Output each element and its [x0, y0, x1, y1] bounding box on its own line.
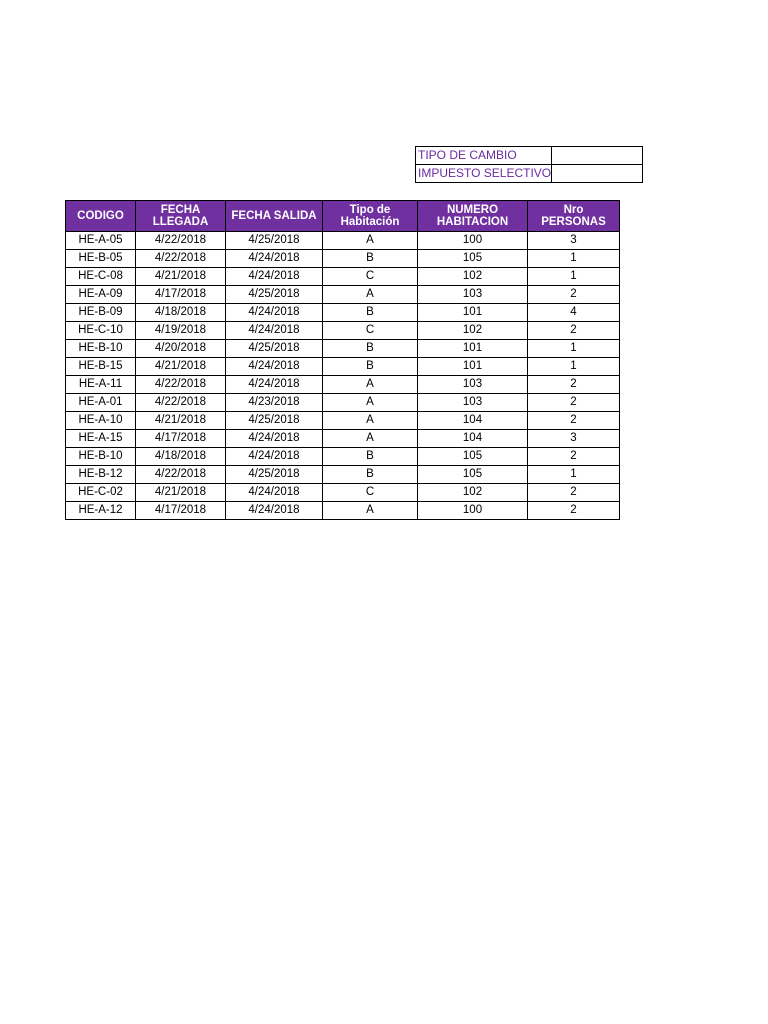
codigo-cell[interactable]: HE-B-10: [66, 340, 136, 358]
column-header-tipo-habitacion[interactable]: Tipo de Habitación: [323, 201, 418, 232]
numero-habitacion-cell[interactable]: 101: [418, 358, 528, 376]
nro-personas-cell[interactable]: 2: [528, 448, 620, 466]
fecha-salida-cell[interactable]: 4/24/2018: [226, 358, 323, 376]
fecha-llegada-cell[interactable]: 4/22/2018: [136, 250, 226, 268]
fecha-salida-cell[interactable]: 4/25/2018: [226, 412, 323, 430]
table-row: [66, 340, 620, 358]
table-row: [66, 466, 620, 484]
codigo-cell[interactable]: HE-A-01: [66, 394, 136, 412]
numero-habitacion-cell[interactable]: 102: [418, 322, 528, 340]
codigo-cell[interactable]: HE-B-09: [66, 304, 136, 322]
fecha-salida-cell[interactable]: 4/23/2018: [226, 394, 323, 412]
column-header-codigo[interactable]: CODIGO: [66, 201, 136, 232]
table-row: [66, 502, 620, 520]
nro-personas-cell[interactable]: 2: [528, 484, 620, 502]
nro-personas-cell[interactable]: 3: [528, 430, 620, 448]
tipo-habitacion-cell[interactable]: B: [323, 250, 418, 268]
numero-habitacion-cell[interactable]: 103: [418, 376, 528, 394]
table-row: [66, 412, 620, 430]
nro-personas-cell[interactable]: 2: [528, 412, 620, 430]
tipo-habitacion-cell[interactable]: C: [323, 268, 418, 286]
fecha-llegada-cell[interactable]: 4/18/2018: [136, 304, 226, 322]
impuesto-selectivo-label-text: IMPUESTO SELECTIVO: [418, 166, 552, 180]
codigo-cell[interactable]: HE-A-09: [66, 286, 136, 304]
fecha-llegada-cell[interactable]: 4/22/2018: [136, 232, 226, 250]
table-row: [66, 448, 620, 466]
table-row: [66, 268, 620, 286]
column-header-fecha-salida[interactable]: FECHA SALIDA: [226, 201, 323, 232]
nro-personas-cell[interactable]: 1: [528, 358, 620, 376]
fecha-salida-cell[interactable]: 4/25/2018: [226, 466, 323, 484]
tipo-habitacion-cell[interactable]: C: [323, 484, 418, 502]
table-row: [66, 358, 620, 376]
table-row: [66, 304, 620, 322]
table-body: [66, 232, 620, 520]
numero-habitacion-cell[interactable]: 104: [418, 412, 528, 430]
info-row-impuesto-selectivo: [416, 165, 643, 183]
numero-habitacion-cell[interactable]: 105: [418, 448, 528, 466]
codigo-cell[interactable]: HE-C-08: [66, 268, 136, 286]
fecha-salida-cell[interactable]: 4/25/2018: [226, 232, 323, 250]
nro-personas-cell[interactable]: 2: [528, 286, 620, 304]
fecha-llegada-cell[interactable]: 4/18/2018: [136, 448, 226, 466]
fecha-llegada-cell[interactable]: 4/22/2018: [136, 466, 226, 484]
nro-personas-cell[interactable]: 1: [528, 250, 620, 268]
table-row: [66, 484, 620, 502]
table-header-row: [66, 201, 620, 232]
tipo-habitacion-cell[interactable]: A: [323, 412, 418, 430]
table-row: [66, 250, 620, 268]
fecha-salida-cell[interactable]: 4/24/2018: [226, 376, 323, 394]
fecha-llegada-cell[interactable]: 4/20/2018: [136, 340, 226, 358]
numero-habitacion-cell[interactable]: 101: [418, 340, 528, 358]
column-header-numero-habitacion[interactable]: NUMERO HABITACION: [418, 201, 528, 232]
codigo-cell[interactable]: HE-C-02: [66, 484, 136, 502]
nro-personas-cell[interactable]: 1: [528, 340, 620, 358]
nro-personas-cell[interactable]: 3: [528, 232, 620, 250]
codigo-cell[interactable]: HE-B-10: [66, 448, 136, 466]
table-row: [66, 394, 620, 412]
numero-habitacion-cell[interactable]: 100: [418, 502, 528, 520]
numero-habitacion-cell[interactable]: 105: [418, 250, 528, 268]
tipo-habitacion-cell[interactable]: C: [323, 322, 418, 340]
fecha-llegada-cell[interactable]: 4/21/2018: [136, 358, 226, 376]
fecha-salida-cell[interactable]: 4/24/2018: [226, 268, 323, 286]
nro-personas-cell[interactable]: 2: [528, 394, 620, 412]
codigo-cell[interactable]: HE-B-12: [66, 466, 136, 484]
impuesto-selectivo-value[interactable]: [552, 165, 643, 183]
codigo-cell[interactable]: HE-A-12: [66, 502, 136, 520]
table-row: [66, 232, 620, 250]
fecha-llegada-cell[interactable]: 4/21/2018: [136, 484, 226, 502]
fecha-salida-cell[interactable]: 4/24/2018: [226, 448, 323, 466]
numero-habitacion-cell[interactable]: 103: [418, 394, 528, 412]
codigo-cell[interactable]: HE-B-05: [66, 250, 136, 268]
codigo-cell[interactable]: HE-A-05: [66, 232, 136, 250]
codigo-cell[interactable]: HE-B-15: [66, 358, 136, 376]
tipo-cambio-value[interactable]: [552, 147, 643, 165]
tipo-habitacion-cell[interactable]: A: [323, 232, 418, 250]
tipo-habitacion-cell[interactable]: B: [323, 358, 418, 376]
tipo-habitacion-cell[interactable]: B: [323, 340, 418, 358]
tipo-cambio-label[interactable]: [416, 147, 552, 165]
fecha-llegada-cell[interactable]: 4/21/2018: [136, 268, 226, 286]
numero-habitacion-cell[interactable]: 101: [418, 304, 528, 322]
nro-personas-cell[interactable]: 4: [528, 304, 620, 322]
fecha-llegada-cell[interactable]: 4/19/2018: [136, 322, 226, 340]
numero-habitacion-cell[interactable]: 100: [418, 232, 528, 250]
fecha-salida-cell[interactable]: 4/24/2018: [226, 250, 323, 268]
numero-habitacion-cell[interactable]: 105: [418, 466, 528, 484]
fecha-llegada-cell[interactable]: 4/17/2018: [136, 502, 226, 520]
nro-personas-cell[interactable]: 2: [528, 502, 620, 520]
numero-habitacion-cell[interactable]: 104: [418, 430, 528, 448]
fecha-salida-cell[interactable]: 4/25/2018: [226, 340, 323, 358]
table-row: [66, 286, 620, 304]
nro-personas-cell[interactable]: 1: [528, 268, 620, 286]
table-row: [66, 430, 620, 448]
codigo-cell[interactable]: HE-C-10: [66, 322, 136, 340]
tipo-habitacion-cell[interactable]: B: [323, 448, 418, 466]
reservations-table: [65, 200, 620, 520]
nro-personas-cell[interactable]: 2: [528, 376, 620, 394]
tipo-cambio-label-text: TIPO DE CAMBIO: [418, 148, 517, 162]
fecha-llegada-cell[interactable]: 4/17/2018: [136, 286, 226, 304]
tipo-habitacion-cell[interactable]: A: [323, 502, 418, 520]
table-row: [66, 322, 620, 340]
fecha-llegada-cell[interactable]: 4/22/2018: [136, 376, 226, 394]
fecha-salida-cell[interactable]: 4/24/2018: [226, 322, 323, 340]
fecha-llegada-cell[interactable]: 4/22/2018: [136, 394, 226, 412]
exchange-tax-table: [415, 146, 643, 183]
fecha-llegada-cell[interactable]: 4/17/2018: [136, 430, 226, 448]
column-header-nro-personas[interactable]: Nro PERSONAS: [528, 201, 620, 232]
info-row-tipo-cambio: [416, 147, 643, 165]
tipo-habitacion-cell[interactable]: B: [323, 304, 418, 322]
nro-personas-cell[interactable]: 1: [528, 466, 620, 484]
fecha-llegada-cell[interactable]: 4/21/2018: [136, 412, 226, 430]
table-row: [66, 376, 620, 394]
codigo-cell[interactable]: HE-A-15: [66, 430, 136, 448]
fecha-salida-cell[interactable]: 4/24/2018: [226, 430, 323, 448]
numero-habitacion-cell[interactable]: 103: [418, 286, 528, 304]
impuesto-selectivo-label[interactable]: [416, 165, 552, 183]
fecha-salida-cell[interactable]: 4/25/2018: [226, 286, 323, 304]
nro-personas-cell[interactable]: 2: [528, 322, 620, 340]
tipo-habitacion-cell[interactable]: B: [323, 466, 418, 484]
fecha-salida-cell[interactable]: 4/24/2018: [226, 502, 323, 520]
numero-habitacion-cell[interactable]: 102: [418, 484, 528, 502]
fecha-salida-cell[interactable]: 4/24/2018: [226, 304, 323, 322]
column-header-fecha-llegada[interactable]: FECHA LLEGADA: [136, 201, 226, 232]
numero-habitacion-cell[interactable]: 102: [418, 268, 528, 286]
codigo-cell[interactable]: HE-A-11: [66, 376, 136, 394]
tipo-habitacion-cell[interactable]: A: [323, 376, 418, 394]
tipo-habitacion-cell[interactable]: A: [323, 286, 418, 304]
tipo-habitacion-cell[interactable]: A: [323, 430, 418, 448]
tipo-habitacion-cell[interactable]: A: [323, 394, 418, 412]
fecha-salida-cell[interactable]: 4/24/2018: [226, 484, 323, 502]
codigo-cell[interactable]: HE-A-10: [66, 412, 136, 430]
